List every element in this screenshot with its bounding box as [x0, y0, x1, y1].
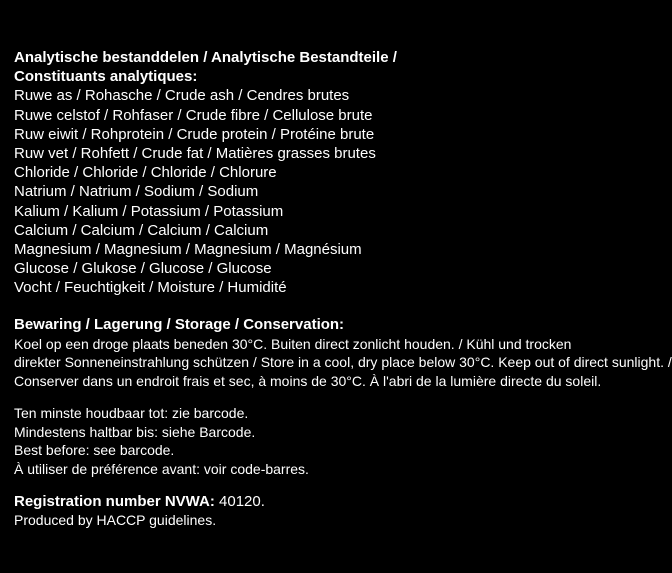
analysis-list — [14, 86, 430, 297]
analysis-row-sodium: Natrium / Natrium / Sodium / Sodium — [14, 183, 259, 201]
analysis-heading-line1: Analytische bestanddelen / Analytische Bestandteile / — [14, 49, 397, 66]
storage-line-3: Conserver dans un endroit frais et sec, à moins de 30°C. À l'abri de la lumière directe du soleil. — [14, 372, 602, 389]
registration-number: 40120. — [214, 493, 265, 511]
registration-label: Registration number NVWA: — [14, 493, 215, 511]
analysis-row-potassium: Kalium / Kalium / Potassium / Potassium — [14, 202, 284, 220]
best-before-line-fr: À utiliser de préférence avant: voir code-barres. — [14, 460, 309, 477]
analysis-row-glucose: Glucose / Glukose / Glucose / Glucose — [14, 260, 272, 278]
produced-by-line: Produced by HACCP guidelines. — [14, 512, 217, 529]
section-spacer — [14, 297, 430, 315]
analysis-row-chloride: Chloride / Chloride / Chloride / Chlorure — [14, 164, 277, 182]
section-spacer — [14, 478, 430, 492]
analysis-row-fat: Ruw vet / Rohfett / Crude fat / Matières grasses brutes — [14, 144, 376, 162]
section-spacer — [14, 390, 430, 404]
analysis-heading-line2: Constituants analytiques: — [14, 68, 198, 86]
storage-line-2: direkter Sonneneinstrahlung schützen / Store in a cool, dry place below 30°C. Keep out of direct sunlight. / — [14, 354, 672, 371]
analysis-row-moisture: Vocht / Feuchtigkeit / Moisture / Humidité — [14, 279, 287, 297]
analysis-row-protein: Ruw eiwit / Rohprotein / Crude protein / Protéine brute — [14, 125, 375, 143]
best-before-text — [14, 404, 430, 478]
storage-line-1: Koel op een droge plaats beneden 30°C. Buiten direct zonlicht houden. / Kühl und trocken — [14, 335, 572, 352]
storage-heading: Bewaring / Lagerung / Storage / Conservation: — [14, 316, 345, 334]
analysis-row-magnesium: Magnesium / Magnesium / Magnesium / Magnésium — [14, 240, 362, 258]
storage-text — [14, 335, 672, 391]
registration-line — [14, 492, 430, 511]
best-before-line-de: Mindestens haltbar bis: siehe Barcode. — [14, 423, 256, 440]
best-before-line-nl: Ten minste houdbaar tot: zie barcode. — [14, 405, 249, 422]
best-before-line-en: Best before: see barcode. — [14, 442, 175, 459]
label-text-panel — [14, 48, 672, 530]
analysis-row-fibre: Ruwe celstof / Rohfaser / Crude fibre / Cellulose brute — [14, 106, 373, 124]
analysis-row-calcium: Calcium / Calcium / Calcium / Calcium — [14, 221, 269, 239]
analysis-row-ash: Ruwe as / Rohasche / Crude ash / Cendres brutes — [14, 87, 350, 105]
